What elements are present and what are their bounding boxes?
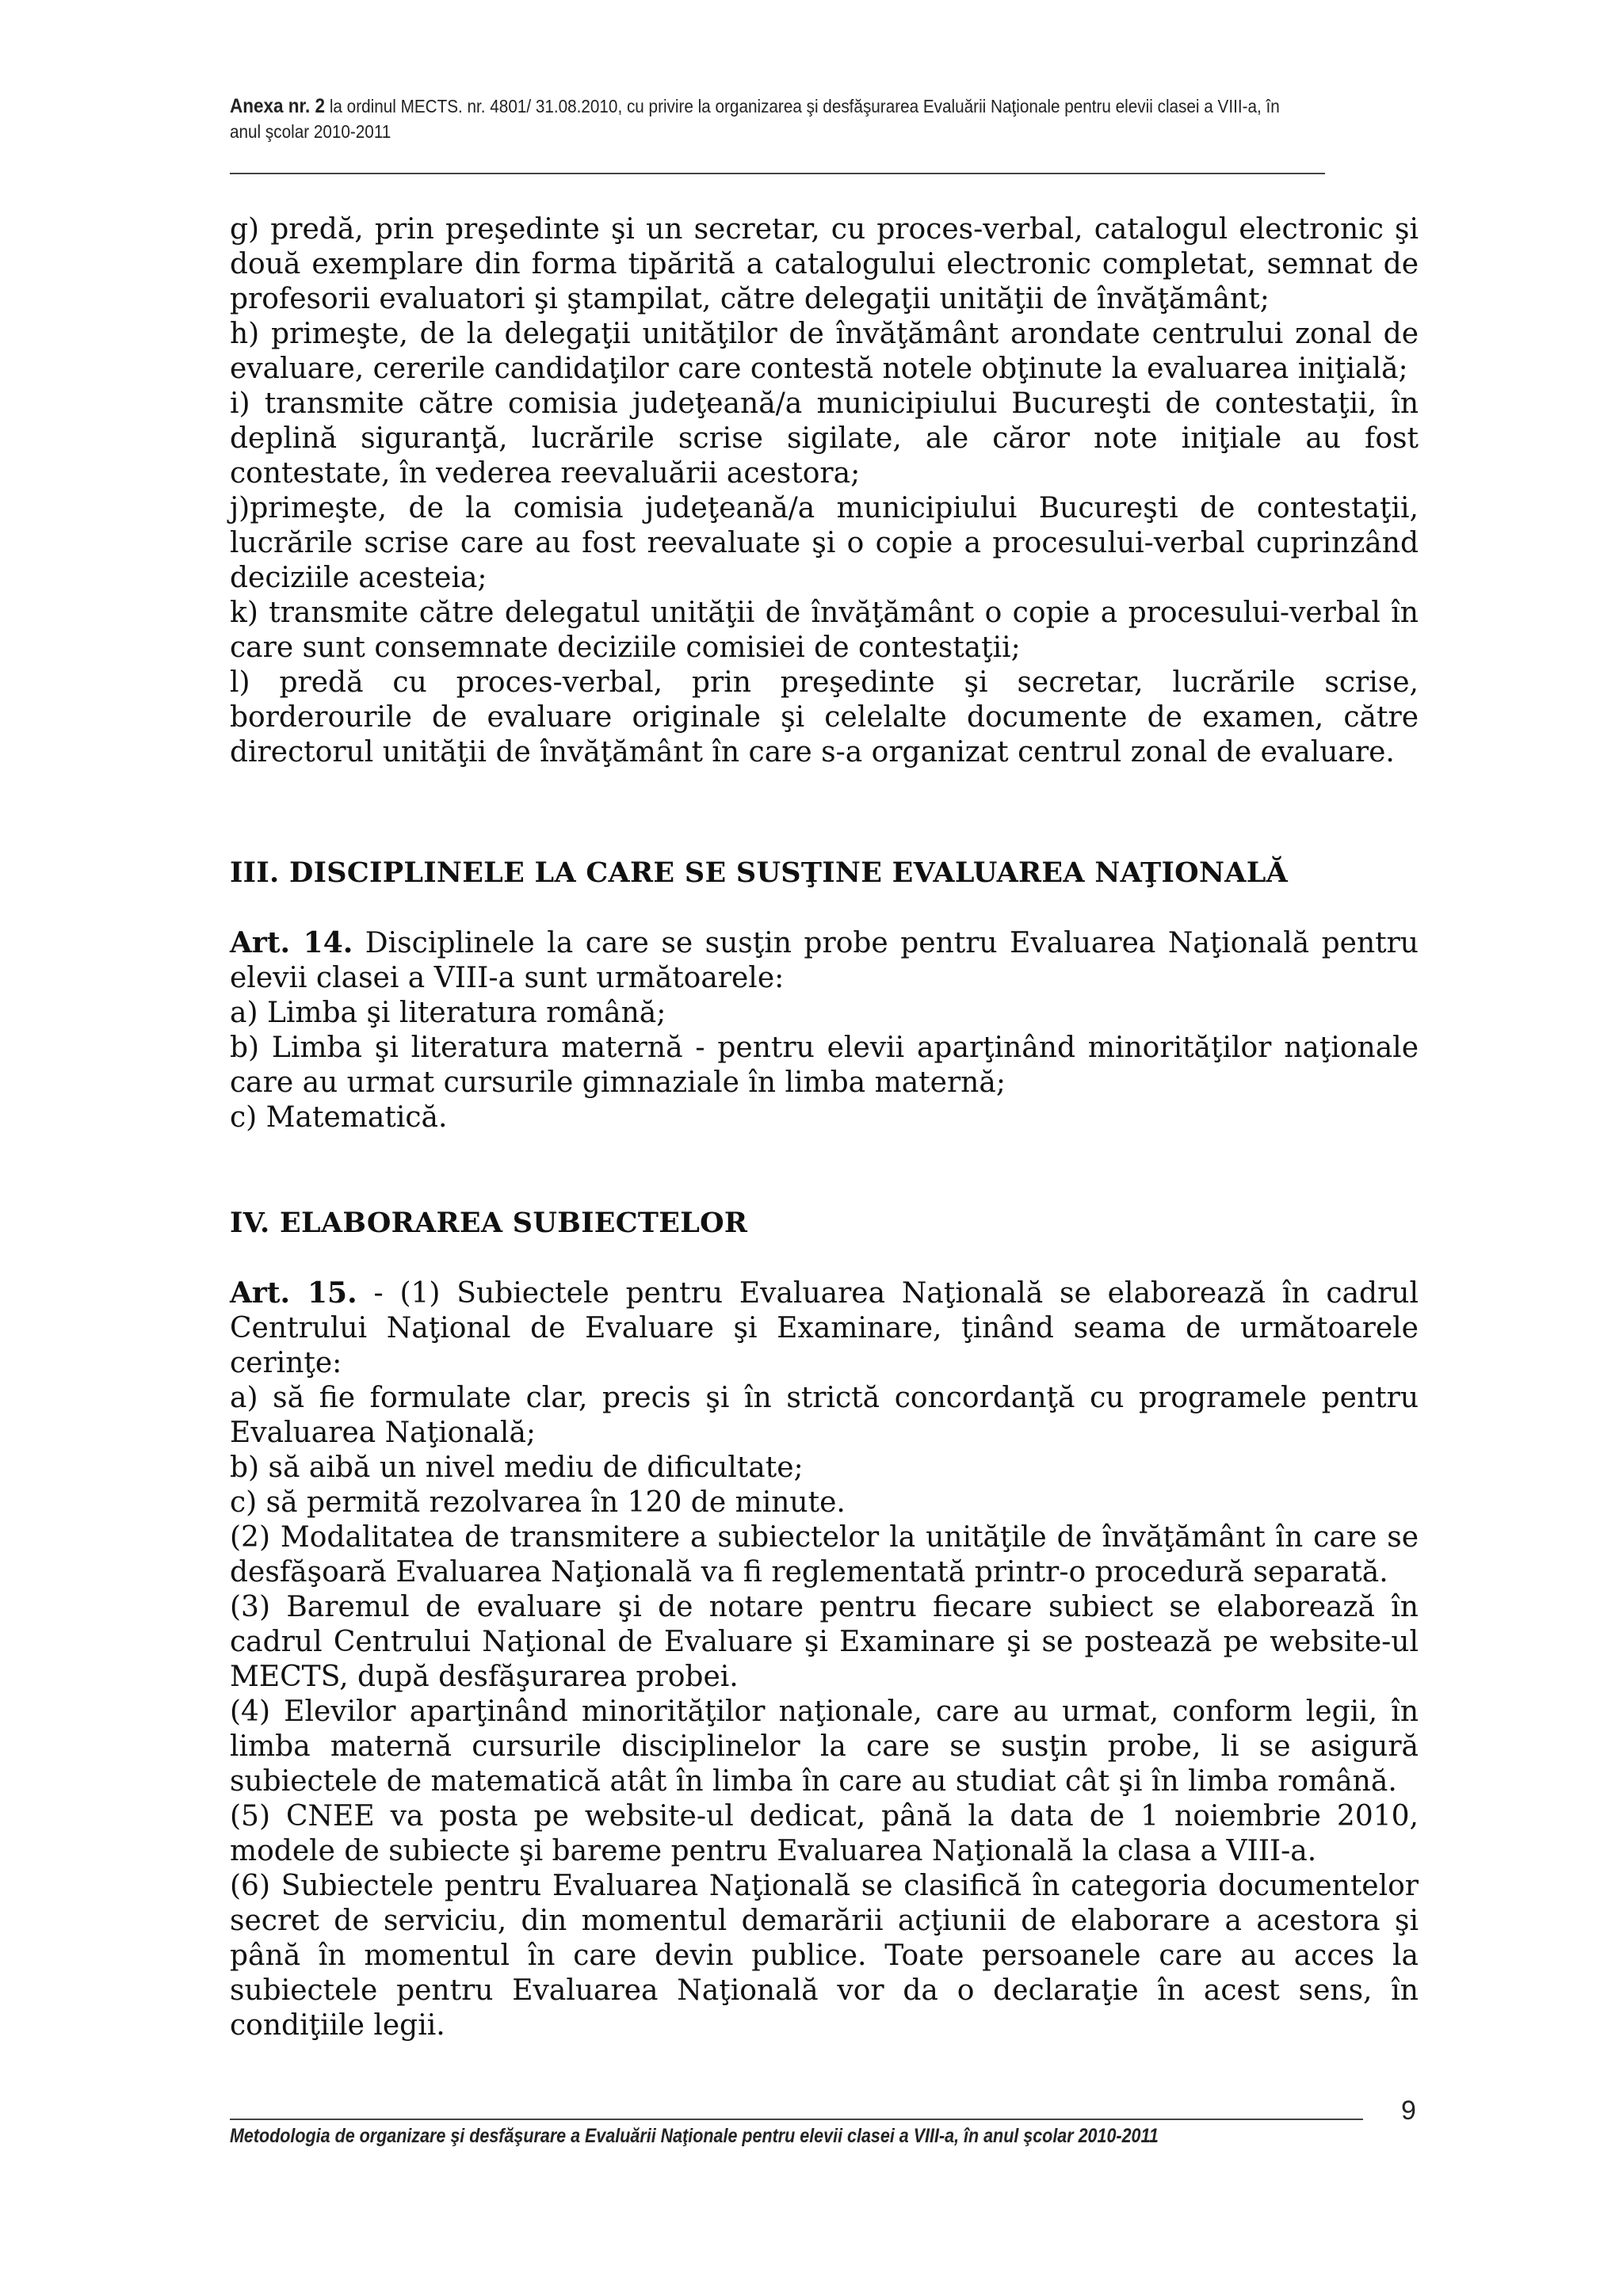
article-15-paragraph-5: (5) CNEE va posta pe website-ul dedicat, până la data de 1 noiembrie 2010, modele de subiecte şi bareme pentru Evaluarea Naţională la clasa a VIII-a.	[230, 1800, 1419, 1867]
article-15-item-b: b) să aibă un nivel mediu de dificultate;	[230, 1451, 804, 1484]
article-15-item-a: a) să fie formulate clar, precis şi în strictă concordanţă cu programele pentru Evaluarea Naţională;	[230, 1382, 1419, 1449]
section-4	[230, 1206, 1419, 1241]
article-14-item-a: a) Limba şi literatura română;	[230, 997, 666, 1029]
section-3	[230, 856, 1419, 891]
article-15-label: Art. 15.	[230, 1276, 357, 1310]
item-g: g) predă, prin preşedinte şi un secretar, cu proces-verbal, catalogul electronic şi două exemplare din forma tipărită a catalogului electronic completat, semnat de profesorii evaluatori şi ştampilat, către delegaţii unităţii de învăţământ;	[230, 213, 1419, 315]
article-15-text: - (1) Subiectele pentru Evaluarea Naţională se elaborează în cadrul Centrului Naţional de Evaluare şi Examinare, ţinând seama de următoarele cerinţe:	[230, 1277, 1419, 1379]
article-15-paragraph-2: (2) Modalitatea de transmitere a subiectelor la unităţile de învăţământ în care se desfăşoară Evaluarea Naţională va fi reglementată printr-o procedură separată.	[230, 1521, 1419, 1589]
article-14-intro	[230, 925, 1419, 996]
page-number: 9	[1401, 2096, 1416, 2126]
article-14-label: Art. 14.	[230, 926, 353, 959]
article-14	[230, 925, 1419, 1135]
item-j: j)primeşte, de la comisia judeţeană/a municipiului Bucureşti de contestaţii, lucrările scrise care au fost reevaluate şi o copie a procesului-verbal cuprinzând deciziile acesteia;	[230, 492, 1419, 594]
item-i: i) transmite către comisia judeţeană/a municipiului Bucureşti de contestaţii, în deplină siguranţă, lucrările scrise sigilate, ale căror note iniţiale au fost contestate, în vederea reevaluării acestora;	[230, 387, 1419, 490]
items-top-list	[230, 212, 1419, 770]
article-15	[230, 1276, 1419, 2043]
article-15-paragraph-3: (3) Baremul de evaluare şi de notare pentru fiecare subiect se elaborează în cadrul Centrului Naţional de Evaluare şi Examinare şi se postează pe website-ul MECTS, după desfăşurarea probei.	[230, 1591, 1419, 1693]
article-14-item-b: b) Limba şi literatura maternă - pentru elevii aparţinând minorităţilor naţionale care au urmat cursurile gimnaziale în limba maternă;	[230, 1032, 1419, 1099]
header-line-1	[230, 93, 1300, 119]
section-3-heading: III. DISCIPLINELE LA CARE SE SUSŢINE EVALUAREA NAŢIONALĂ	[230, 856, 1289, 889]
article-15-item-c: c) să permită rezolvarea în 120 de minute.	[230, 1486, 846, 1519]
article-15-paragraph-4: (4) Elevilor aparţinând minorităţilor naţionale, care au urmat, conform legii, în limba maternă cursurile disciplinelor la care se susţin probe, li se asigură subiectele de matematică atât în limba în care au studiat cât şi în limba română.	[230, 1695, 1419, 1798]
footer-methodology-title: Metodologia de organizare şi desfăşurare a Evaluării Naţionale pentru elevii clasei a VIII-a, în anul şcolar 2010-2011	[230, 2125, 1159, 2147]
footer-divider	[230, 2119, 1363, 2120]
item-l: l) predă cu proces-verbal, prin preşedinte şi secretar, lucrările scrise, borderourile de evaluare originale şi celelalte documente de examen, către directorul unităţii de învăţământ în care s-a organizat centrul zonal de evaluare.	[230, 666, 1419, 769]
item-k: k) transmite către delegatul unităţii de învăţământ o copie a procesului-verbal în care sunt consemnate deciziile comisiei de contestaţii;	[230, 597, 1419, 664]
header-order-reference: la ordinul MECTS. nr. 4801/ 31.08.2010, cu privire la organizarea şi desfăşurarea Evaluării Naţionale pentru elevii clasei a VIII-a, în	[329, 96, 1280, 116]
header-annex-label: Anexa nr. 2	[230, 95, 326, 117]
article-15-paragraph-6: (6) Subiectele pentru Evaluarea Naţională se clasifică în categoria documentelor secret de serviciu, din momentul demarării acţiunii de elaborare a acestora şi până în momentul în care devin publice. Toate persoanele care au acces la subiectele pentru Evaluarea Naţională vor da o declaraţie în acest sens, în condiţiile legii.	[230, 1870, 1419, 2042]
header-school-year: anul şcolar 2010-2011	[230, 121, 391, 142]
section-4-heading: IV. ELABORAREA SUBIECTELOR	[230, 1207, 748, 1239]
article-15-intro	[230, 1276, 1419, 1381]
article-14-text: Disciplinele la care se susţin probe pentru Evaluarea Naţională pentru elevii clasei a VIII-a sunt următoarele:	[230, 927, 1419, 994]
header-divider	[230, 173, 1325, 174]
page-header	[230, 93, 1300, 144]
article-14-item-c: c) Matematică.	[230, 1101, 448, 1134]
item-h: h) primeşte, de la delegaţii unităţilor de învăţământ arondate centrului zonal de evaluare, cererile candidaţilor care contestă notele obţinute la evaluarea iniţială;	[230, 318, 1419, 385]
